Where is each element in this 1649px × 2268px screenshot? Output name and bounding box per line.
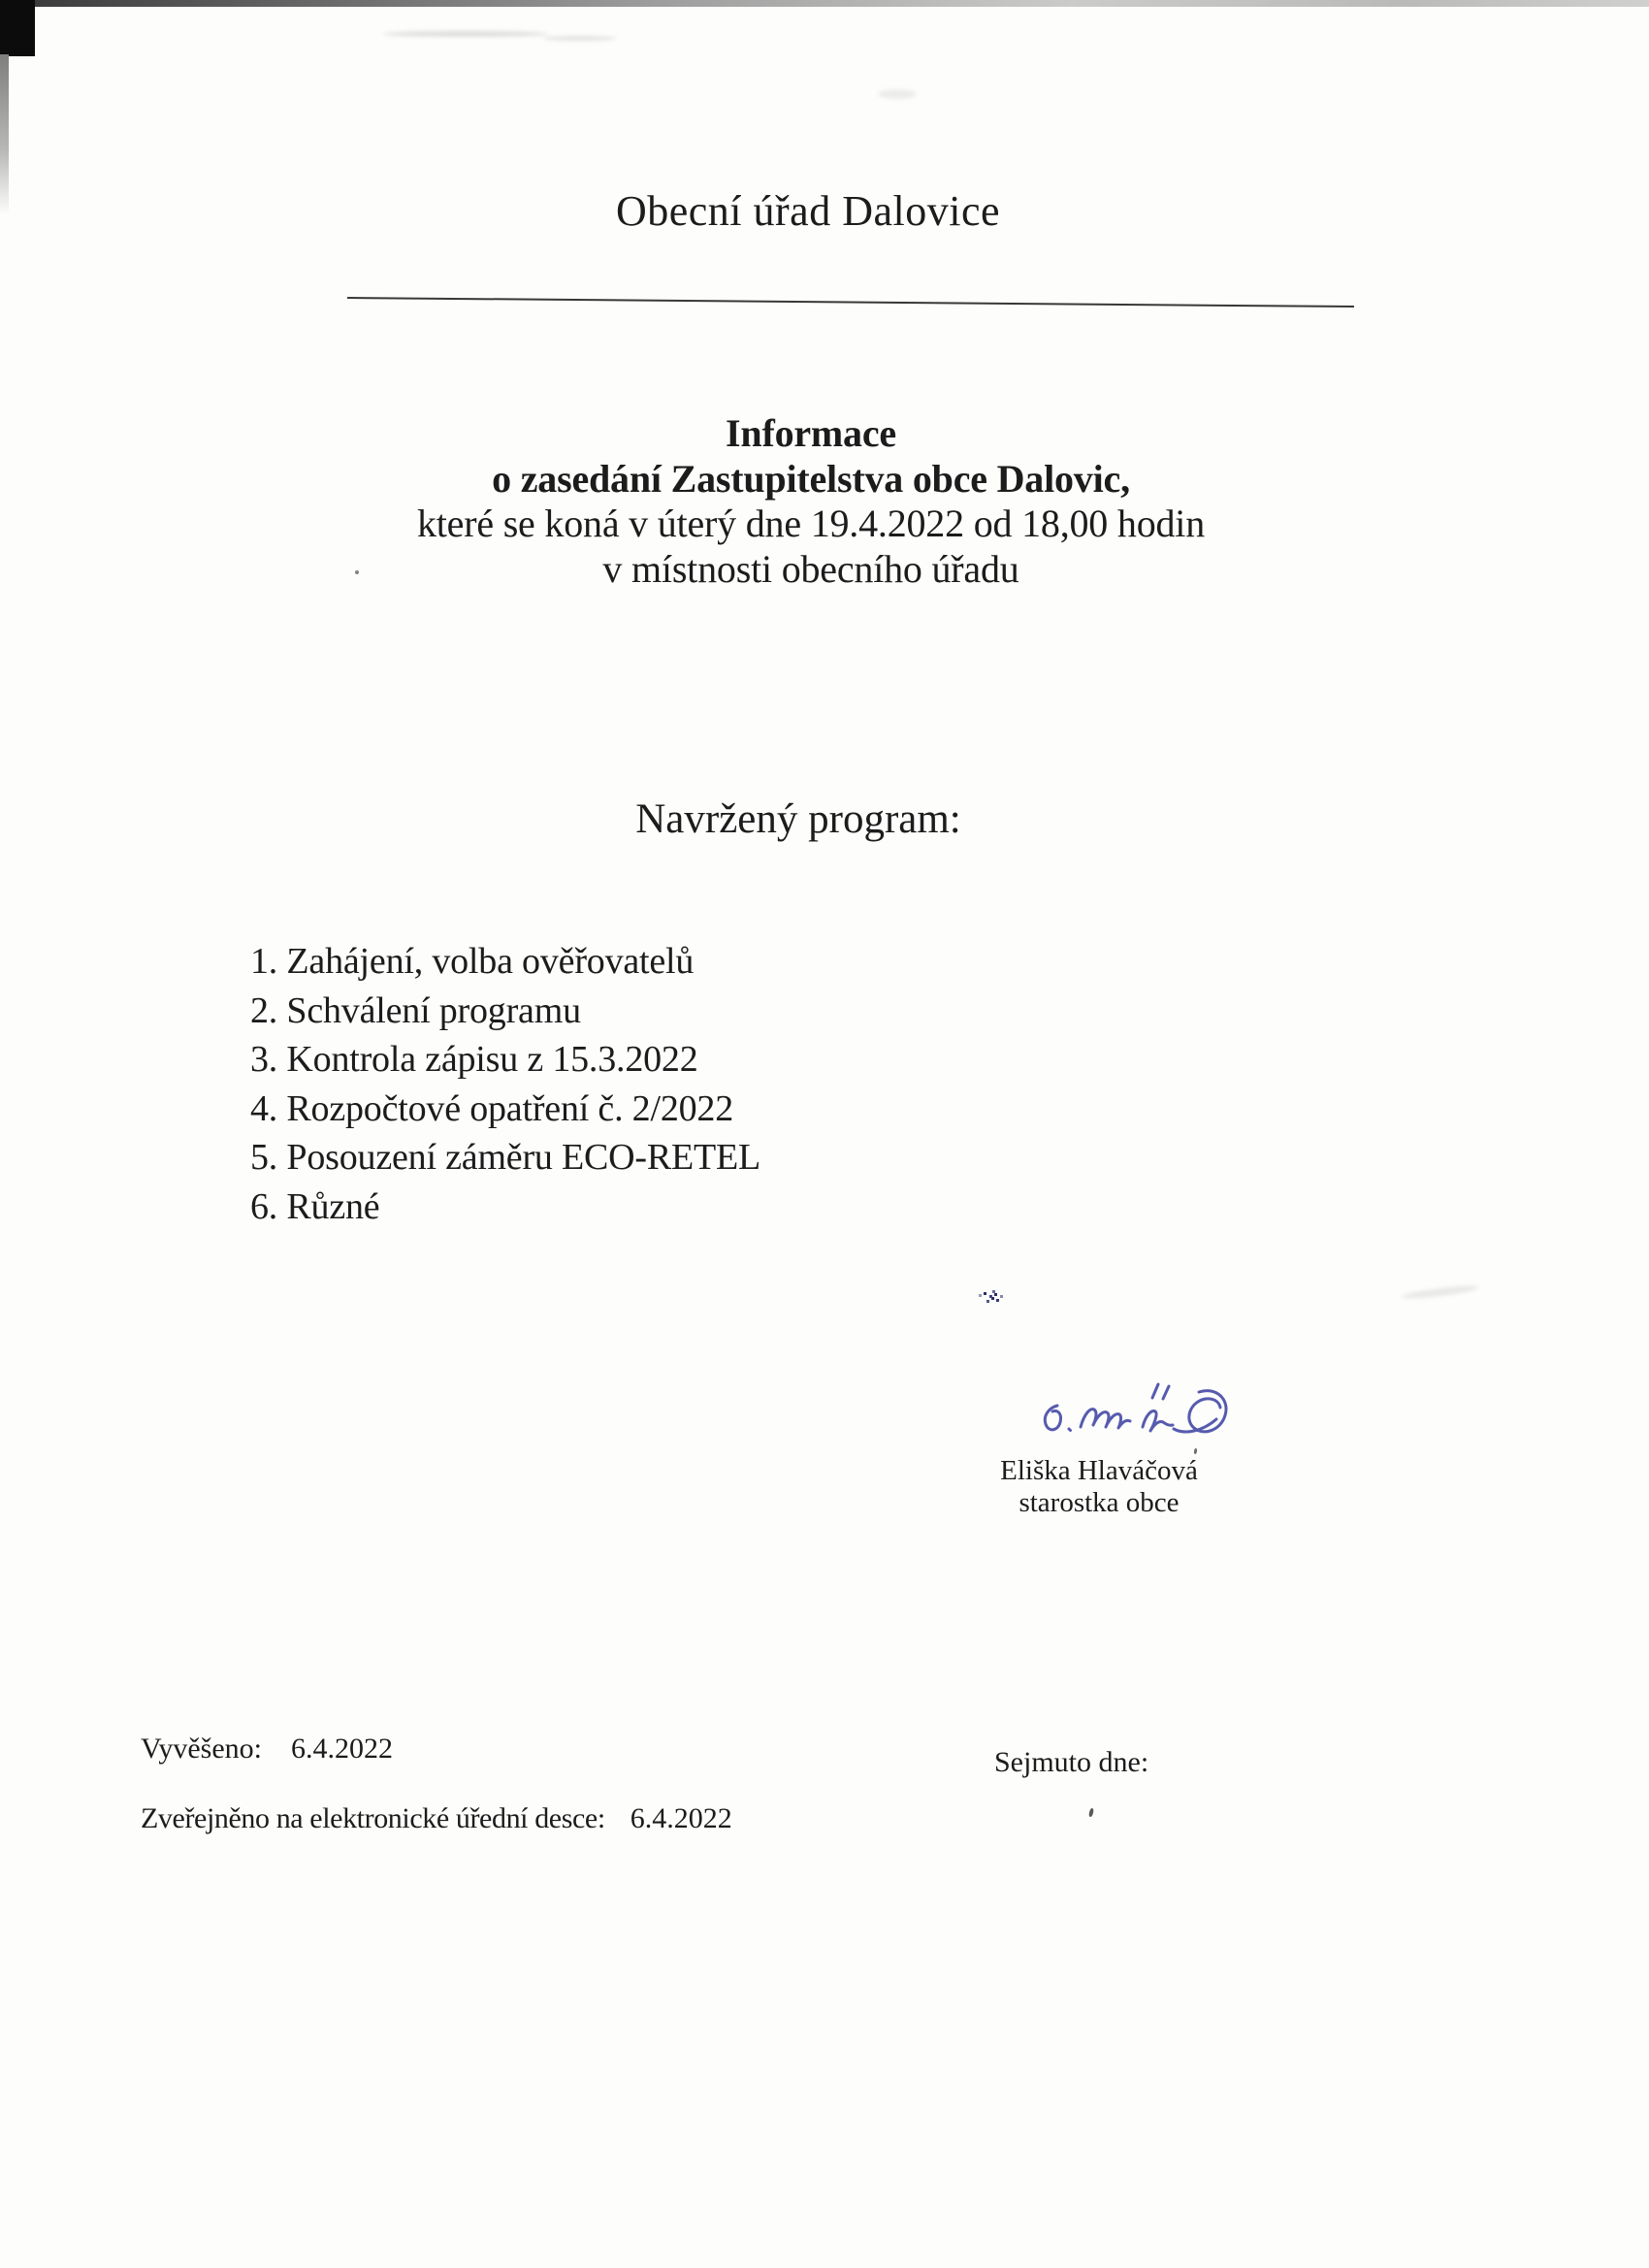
- signatory-name: Eliška Hlaváčová: [1000, 1455, 1198, 1486]
- agenda-item: 3. Kontrola zápisu z 15.3.2022: [250, 1039, 698, 1080]
- scan-smudge: [543, 36, 616, 41]
- scan-smudge: [383, 31, 548, 37]
- notice-detail-line1: které se koná v úterý dne 19.4.2022 od 18,00 hodin: [416, 502, 1206, 545]
- agenda-item: 1. Zahájení, volba ověřovatelů: [250, 941, 695, 982]
- scan-smudge: [1402, 1283, 1479, 1301]
- signature-image: [1026, 1379, 1240, 1449]
- notice-subheading: o zasedání Zastupitelstva obce Dalovic,: [492, 456, 1130, 501]
- notice-heading: Informace: [726, 411, 896, 455]
- agenda-item: 5. Posouzení záměru ECO-RETEL: [250, 1137, 761, 1178]
- scan-edge-artifact-top: [0, 0, 1649, 7]
- ink-speck: [984, 1292, 986, 1295]
- agenda-list: [250, 937, 760, 1231]
- posted-label: Vyvěšeno:: [141, 1733, 262, 1765]
- scan-speck: [1088, 1808, 1094, 1818]
- notice-detail-line2: v místnosti obecního úřadu: [602, 546, 1019, 591]
- agenda-item: 2. Schválení programu: [250, 989, 581, 1031]
- notice-block: [0, 411, 1635, 592]
- signatory-block: [992, 1455, 1206, 1519]
- scan-corner-artifact: [0, 0, 35, 56]
- signatory-role: starostka obce: [1018, 1487, 1180, 1518]
- removed-row: [994, 1746, 1148, 1779]
- agenda-heading: Navržený program:: [635, 796, 961, 842]
- posted-row: [141, 1733, 393, 1766]
- removed-label: Sejmuto dne:: [994, 1746, 1149, 1778]
- electronic-posting-row: [141, 1802, 732, 1835]
- title-divider: [347, 297, 1354, 308]
- agenda-item: 4. Rozpočtové opatření č. 2/2022: [250, 1087, 734, 1129]
- posted-date: 6.4.2022: [290, 1733, 393, 1765]
- page-title: Obecní úřad Dalovice: [615, 187, 1001, 235]
- agenda-item: 6. Různé: [250, 1185, 380, 1227]
- scan-smudge: [878, 89, 917, 99]
- electronic-label: Zveřejněno na elektronické úřední desce:: [141, 1802, 605, 1834]
- electronic-date: 6.4.2022: [630, 1802, 732, 1834]
